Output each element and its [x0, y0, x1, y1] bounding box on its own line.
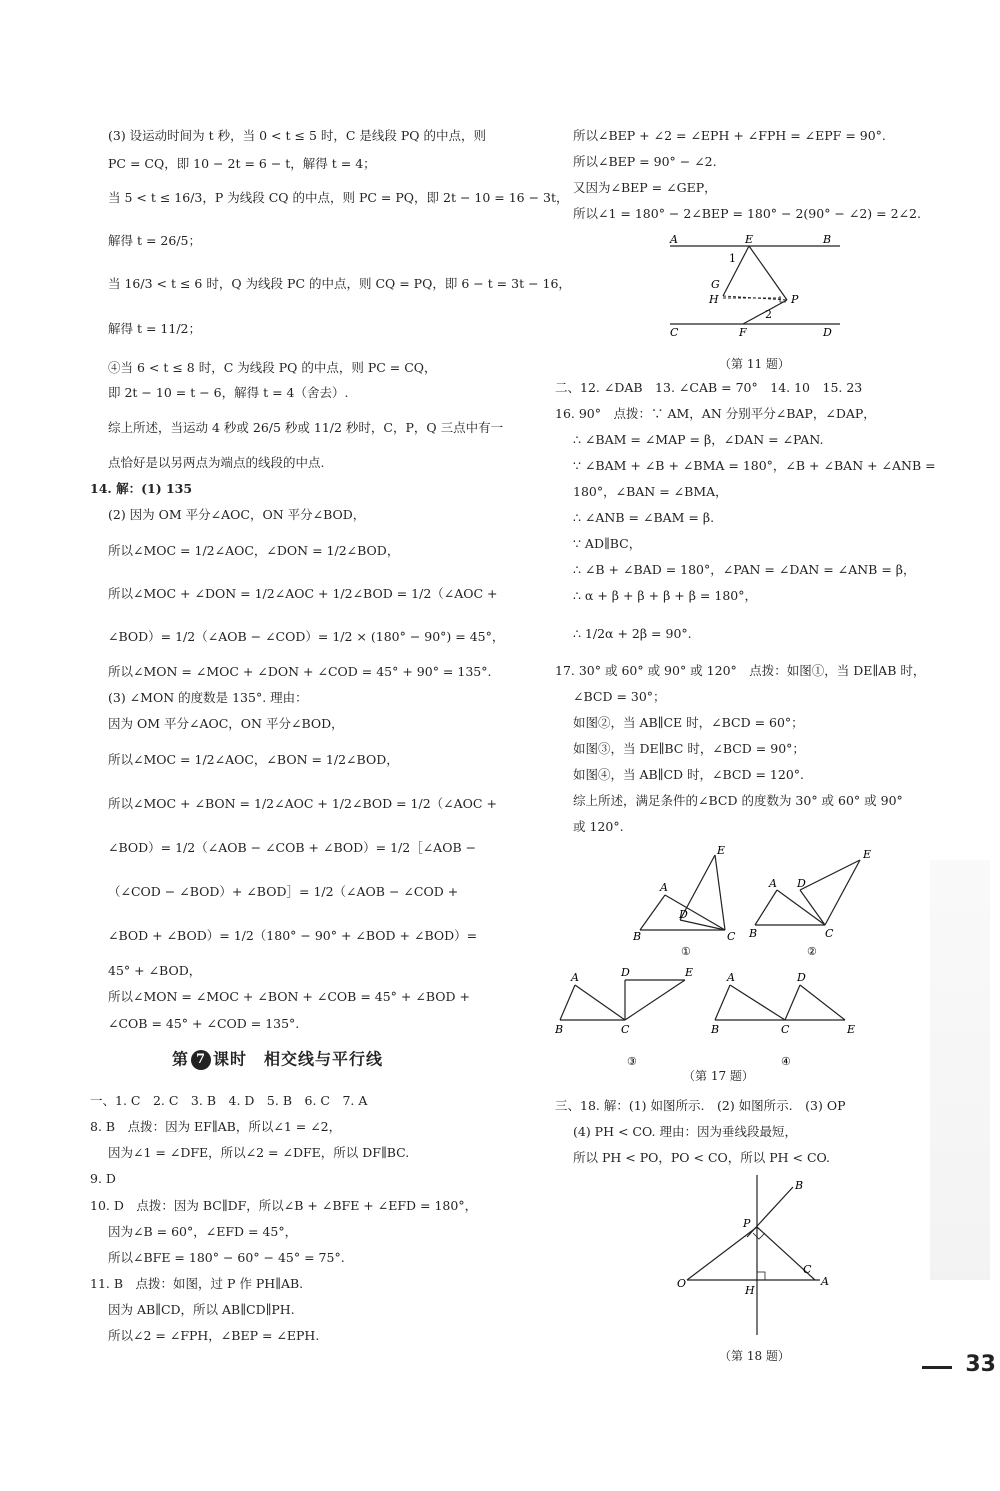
svg-text:A: A [660, 881, 668, 894]
text-line: 因为 AB∥CD，所以 AB∥CD∥PH. [108, 1302, 295, 1317]
caption-11: （第 11 题） [719, 357, 790, 371]
text-line: 当 5 < t ≤ 16/3，P 为线段 CQ 的中点，则 PC = PQ，即 2t − 10 = 16 − 3t， [108, 190, 569, 205]
question-16: 16. 90° 点拨：∵ AM，AN 分别平分∠BAP，∠DAP， [555, 406, 876, 421]
text-line: 综上所述，满足条件的∠BCD 的度数为 30° 或 60° 或 90° [573, 793, 903, 808]
question-18: 三、18. 解：(1) 如图所示. (2) 如图所示. (3) OP [555, 1098, 846, 1113]
svg-text:D: D [797, 877, 806, 890]
text-line: 如图②，当 AB∥CE 时，∠BCD = 60°； [573, 715, 804, 730]
caption-17: （第 17 题） [683, 1069, 754, 1083]
lesson-suffix: 课时 相交线与平行线 [213, 1049, 384, 1069]
text-line: 所以 PH < PO，PO < CO，所以 PH < CO. [573, 1150, 831, 1165]
text-line: 所以∠MOC = 1/2∠AOC，∠BON = 1/2∠BOD， [108, 752, 399, 767]
svg-text:F: F [739, 326, 747, 339]
text-line: 所以∠2 = ∠FPH，∠BEP = ∠EPH. [108, 1328, 320, 1343]
svg-text:1: 1 [729, 252, 736, 265]
svg-text:P: P [743, 1217, 751, 1230]
page-number-dash [922, 1366, 952, 1369]
text-line: PC = CQ，即 10 − 2t = 6 − t，解得 t = 4； [108, 156, 376, 171]
text-line: 所以∠MON = ∠MOC + ∠BON + ∠COB = 45° + ∠BOD + [108, 989, 470, 1004]
figure-17 [555, 845, 885, 1075]
svg-text:P: P [791, 293, 799, 306]
text-line: 所以∠BFE = 180° − 60° − 45° = 75°. [108, 1250, 345, 1265]
text-line: 因为 OM 平分∠AOC，ON 平分∠BOD， [108, 716, 344, 731]
svg-text:D: D [823, 326, 832, 339]
svg-text:E: E [863, 848, 872, 861]
text-line: ∠BCD = 30°； [573, 689, 666, 704]
text-line: 又因为∠BEP = ∠GEP， [573, 180, 717, 195]
text-line: 当 16/3 < t ≤ 6 时，Q 为线段 PC 的中点，则 CQ = PQ，即 6 − t = 3t − 16， [108, 276, 571, 291]
text-line: 所以∠MOC = 1/2∠AOC，∠DON = 1/2∠BOD， [108, 543, 400, 558]
svg-text:E: E [717, 845, 726, 857]
question-11: 11. B 点拨：如图，过 P 作 PH∥AB. [90, 1276, 304, 1291]
text-line: （∠COD − ∠BOD）+ ∠BOD］= 1/2（∠AOB − ∠COD + [108, 884, 459, 899]
svg-text:H: H [745, 1284, 755, 1297]
text-line: ∴ 1/2α + 2β = 90°. [573, 626, 692, 641]
fig17-label-1: ① [681, 945, 691, 958]
text-line: 所以∠1 = 180° − 2∠BEP = 180° − 2(90° − ∠2) = 2∠2. [573, 206, 921, 221]
text-line: 180°，∠BAN = ∠BMA， [573, 484, 728, 499]
svg-text:B: B [711, 1023, 720, 1036]
text-line: 解得 t = 26/5； [108, 233, 201, 248]
text-line: ∵ AD∥BC， [573, 536, 642, 551]
svg-text:G: G [711, 278, 720, 291]
lesson-number: 7 [191, 1050, 211, 1070]
svg-text:C: C [670, 326, 679, 339]
fig17-label-3: ③ [627, 1055, 637, 1068]
text-line: 所以∠BEP = 90° − ∠2. [573, 154, 717, 169]
svg-text:A: A [670, 233, 678, 246]
svg-text:C: C [781, 1023, 790, 1036]
text-line: 或 120°. [573, 819, 624, 834]
svg-text:A: A [769, 877, 777, 890]
text-line: (2) 因为 OM 平分∠AOC，ON 平分∠BOD， [108, 507, 366, 522]
text-line: ∴ ∠ANB = ∠BAM = β. [573, 510, 715, 525]
question-9: 9. D [90, 1171, 116, 1186]
answers-12-15: 二、12. ∠DAB 13. ∠CAB = 70° 14. 10 15. 23 [555, 380, 863, 395]
fig17-label-4: ④ [781, 1055, 791, 1068]
svg-text:C: C [727, 930, 736, 943]
svg-text:B: B [749, 927, 758, 940]
text-line: 所以∠MOC + ∠DON = 1/2∠AOC + 1/2∠BOD = 1/2（∠AOC + [108, 586, 498, 601]
question-8: 8. B 点拨：因为 EF∥AB，所以∠1 = ∠2， [90, 1119, 342, 1134]
text-line: 点恰好是以另两点为端点的线段的中点. [108, 455, 325, 470]
lesson-title [172, 1050, 383, 1070]
svg-text:A: A [727, 971, 735, 984]
text-line: ∴ α + β + β + β + β = 180°， [573, 588, 757, 603]
text-line: ∠COB = 45° + ∠COD = 135°. [108, 1016, 300, 1031]
text-line: (3) 设运动时间为 t 秒，当 0 < t ≤ 5 时，C 是线段 PQ 的中点，则 [108, 128, 487, 143]
text-line: 综上所述，当运动 4 秒或 26/5 秒或 11/2 秒时，C，P，Q 三点中有一 [108, 420, 504, 435]
text-line: 45° + ∠BOD， [108, 963, 202, 978]
text-line: ∠BOD）= 1/2（∠AOB − ∠COD）= 1/2 × (180° − 90°) = 45°， [108, 629, 505, 644]
svg-text:B: B [555, 1023, 564, 1036]
text-line: 即 2t − 10 = t − 6，解得 t = 4（舍去）. [108, 385, 349, 400]
edge-watermark [930, 860, 990, 1280]
text-line: 因为∠1 = ∠DFE，所以∠2 = ∠DFE，所以 DF∥BC. [108, 1145, 410, 1160]
figure-18 [675, 1175, 835, 1345]
svg-text:D: D [797, 971, 806, 984]
svg-text:A: A [821, 1275, 829, 1288]
svg-text:D: D [621, 966, 630, 979]
text-line: 因为∠B = 60°，∠EFD = 45°， [108, 1224, 298, 1239]
svg-text:C: C [803, 1263, 812, 1276]
svg-text:E: E [685, 966, 694, 979]
text-line: (4) PH < CO. 理由：因为垂线段最短， [573, 1124, 797, 1139]
text-line: 解得 t = 11/2； [108, 321, 201, 336]
svg-text:2: 2 [765, 308, 772, 321]
svg-text:B: B [633, 930, 642, 943]
svg-text:B: B [823, 233, 832, 246]
svg-text:D: D [679, 908, 688, 921]
svg-text:O: O [677, 1277, 687, 1290]
caption-18: （第 18 题） [719, 1349, 790, 1363]
text-line: 如图③，当 DE∥BC 时，∠BCD = 90°； [573, 741, 805, 756]
svg-text:E: E [745, 233, 754, 246]
answers-1-7: 一、1. C 2. C 3. B 4. D 5. B 6. C 7. A [90, 1093, 368, 1108]
text-line: (3) ∠MON 的度数是 135°. 理由： [108, 690, 308, 705]
page-number: 33 [965, 1352, 996, 1377]
question-10: 10. D 点拨：因为 BC∥DF，所以∠B + ∠BFE + ∠EFD = 180°， [90, 1198, 478, 1213]
text-line: ∴ ∠B + ∠BAD = 180°，∠PAN = ∠DAN = ∠ANB = β， [573, 562, 916, 577]
text-line: 所以∠MOC + ∠BON = 1/2∠AOC + 1/2∠BOD = 1/2（∠AOC + [108, 796, 497, 811]
figure-11 [665, 232, 845, 342]
question-14: 14. 解：(1) 135 [90, 481, 193, 496]
svg-text:C: C [621, 1023, 630, 1036]
fig17-label-2: ② [807, 945, 817, 958]
text-line: ∵ ∠BAM + ∠B + ∠BMA = 180°，∠B + ∠BAN + ∠ANB = [573, 458, 936, 473]
text-line: ∠BOD + ∠BOD）= 1/2（180° − 90° + ∠BOD + ∠BOD）= [108, 928, 478, 943]
svg-text:E: E [847, 1023, 856, 1036]
svg-text:C: C [825, 927, 834, 940]
text-line: ∠BOD）= 1/2（∠AOB − ∠COB + ∠BOD）= 1/2［∠AOB − [108, 840, 477, 855]
lesson-prefix: 第 [172, 1049, 190, 1069]
question-17: 17. 30° 或 60° 或 90° 或 120° 点拨：如图①，当 DE∥AB 时， [555, 663, 926, 678]
svg-text:H: H [709, 293, 719, 306]
text-line: ∴ ∠BAM = ∠MAP = β，∠DAN = ∠PAN. [573, 432, 824, 447]
text-line: ④当 6 < t ≤ 8 时，C 为线段 PQ 的中点，则 PC = CQ， [108, 360, 437, 375]
svg-text:A: A [571, 971, 579, 984]
text-line: 如图④，当 AB∥CD 时，∠BCD = 120°. [573, 767, 805, 782]
text-line: 所以∠BEP + ∠2 = ∠EPH + ∠FPH = ∠EPF = 90°. [573, 128, 886, 143]
svg-text:B: B [795, 1179, 804, 1192]
text-line: 所以∠MON = ∠MOC + ∠DON + ∠COD = 45° + 90° = 135°. [108, 664, 492, 679]
